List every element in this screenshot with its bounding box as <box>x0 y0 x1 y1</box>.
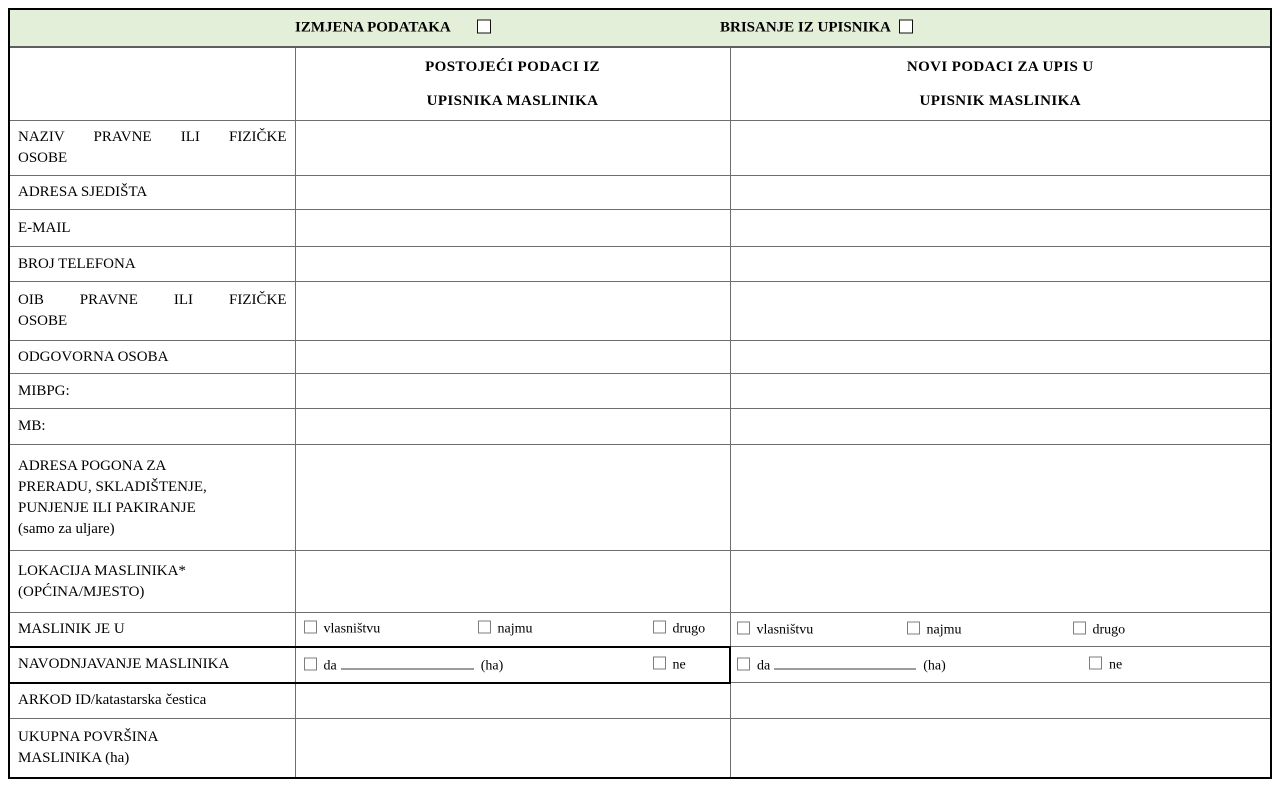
option-da: da (ha) <box>304 655 504 674</box>
brisanje-label: BRISANJE IZ UPISNIKA <box>720 19 891 36</box>
row-maslinik-je-u <box>10 613 1270 647</box>
adresa-sjedista-label: ADRESA SJEDIŠTA <box>10 176 295 210</box>
ha-value-input-line[interactable] <box>774 655 916 669</box>
option-ne: ne <box>653 656 686 673</box>
new-header-line2: UPISNIK MASLINIKA <box>919 93 1081 109</box>
row-odgovorna-osoba <box>10 341 1270 374</box>
izmjena-podataka-option <box>295 20 491 37</box>
form-mode-header-row <box>10 10 1270 47</box>
navodnjavanje-label: NAVODNJAVANJE MASLINIKA <box>10 647 295 683</box>
existing-mb-field[interactable] <box>295 409 730 445</box>
najmu-checkbox-icon[interactable] <box>907 621 920 634</box>
existing-odgovorna-osoba-field[interactable] <box>295 341 730 374</box>
row-oib <box>10 282 1270 341</box>
da-checkbox-icon[interactable] <box>304 657 317 670</box>
new-header-line1: NOVI PODACI ZA UPIS U <box>906 59 1094 75</box>
existing-mibpg-field[interactable] <box>295 374 730 409</box>
existing-navodnjavanje-options <box>295 647 730 683</box>
form-outer-border <box>8 8 1272 779</box>
row-broj-telefona <box>10 247 1270 282</box>
mb-label: MB: <box>10 409 295 445</box>
existing-email-field[interactable] <box>295 210 730 247</box>
adresa-pogona-label: ADRESA POGONA ZA PRERADU, SKLADIŠTENJE, PUNJENJE ILI PAKIRANJE (samo za uljare) <box>10 445 295 551</box>
row-adresa-sjedista <box>10 176 1270 210</box>
form-mode-header-cell <box>10 10 1270 47</box>
odgovorna-osoba-label: ODGOVORNA OSOBA <box>10 341 295 374</box>
column-header-new <box>730 47 1270 121</box>
existing-header-line2: UPISNIKA MASLINIKA <box>426 93 599 109</box>
option-da: da (ha) <box>737 655 946 674</box>
broj-telefona-label: BROJ TELEFONA <box>10 247 295 282</box>
option-vlasnistvu: vlasništvu <box>737 621 814 638</box>
option-najmu: najmu <box>478 621 533 638</box>
existing-adresa-sjedista-field[interactable] <box>295 176 730 210</box>
drugo-checkbox-icon[interactable] <box>1073 621 1086 634</box>
ha-value-input-line[interactable] <box>341 655 474 669</box>
row-navodnjavanje <box>10 647 1270 683</box>
existing-arkod-field[interactable] <box>295 683 730 719</box>
new-adresa-pogona-field[interactable] <box>730 445 1270 551</box>
olive-registry-form-table <box>10 10 1270 777</box>
row-ukupna-povrsina <box>10 719 1270 777</box>
existing-maslinik-je-u-options <box>295 613 730 647</box>
ukupna-povrsina-label: UKUPNA POVRŠINA MASLINIKA (ha) <box>10 719 295 777</box>
new-lokacija-field[interactable] <box>730 551 1270 613</box>
brisanje-checkbox-icon[interactable] <box>899 20 913 34</box>
existing-broj-telefona-field[interactable] <box>295 247 730 282</box>
brisanje-option <box>720 20 913 37</box>
naziv-label: NAZIV PRAVNE ILI FIZIČKE OSOBE <box>10 121 295 176</box>
ne-checkbox-icon[interactable] <box>653 656 666 669</box>
new-mibpg-field[interactable] <box>730 374 1270 409</box>
row-email <box>10 210 1270 247</box>
vlasnistvu-checkbox-icon[interactable] <box>737 621 750 634</box>
row-mb <box>10 409 1270 445</box>
new-mb-field[interactable] <box>730 409 1270 445</box>
row-mibpg <box>10 374 1270 409</box>
new-adresa-sjedista-field[interactable] <box>730 176 1270 210</box>
row-lokacija <box>10 551 1270 613</box>
new-arkod-field[interactable] <box>730 683 1270 719</box>
maslinik-je-u-label: MASLINIK JE U <box>10 613 295 647</box>
option-drugo: drugo <box>1073 621 1126 638</box>
email-label: E-MAIL <box>10 210 295 247</box>
da-checkbox-icon[interactable] <box>737 657 750 670</box>
new-navodnjavanje-options <box>730 647 1270 683</box>
option-vlasnistvu: vlasništvu <box>304 621 381 638</box>
new-odgovorna-osoba-field[interactable] <box>730 341 1270 374</box>
existing-oib-field[interactable] <box>295 282 730 341</box>
ne-checkbox-icon[interactable] <box>1089 656 1102 669</box>
new-broj-telefona-field[interactable] <box>730 247 1270 282</box>
new-email-field[interactable] <box>730 210 1270 247</box>
izmjena-podataka-label: IZMJENA PODATAKA <box>295 19 451 36</box>
drugo-checkbox-icon[interactable] <box>653 621 666 634</box>
option-ne: ne <box>1089 656 1122 673</box>
lokacija-label: LOKACIJA MASLINIKA* (OPĆINA/MJESTO) <box>10 551 295 613</box>
option-najmu: najmu <box>907 621 962 638</box>
column-header-row <box>10 47 1270 121</box>
existing-header-line1: POSTOJEĆI PODACI IZ <box>425 59 600 75</box>
row-arkod <box>10 683 1270 719</box>
new-naziv-field[interactable] <box>730 121 1270 176</box>
izmjena-checkbox-icon[interactable] <box>477 20 491 34</box>
row-adresa-pogona <box>10 445 1270 551</box>
new-ukupna-povrsina-field[interactable] <box>730 719 1270 777</box>
mibpg-label: MIBPG: <box>10 374 295 409</box>
new-oib-field[interactable] <box>730 282 1270 341</box>
najmu-checkbox-icon[interactable] <box>478 621 491 634</box>
column-header-empty-cell <box>10 47 295 121</box>
existing-adresa-pogona-field[interactable] <box>295 445 730 551</box>
existing-naziv-field[interactable] <box>295 121 730 176</box>
column-header-existing <box>295 47 730 121</box>
oib-label: OIB PRAVNE ILI FIZIČKE OSOBE <box>10 282 295 341</box>
arkod-label: ARKOD ID/katastarska čestica <box>10 683 295 719</box>
existing-ukupna-povrsina-field[interactable] <box>295 719 730 777</box>
row-naziv <box>10 121 1270 176</box>
option-drugo: drugo <box>653 621 706 638</box>
vlasnistvu-checkbox-icon[interactable] <box>304 621 317 634</box>
existing-lokacija-field[interactable] <box>295 551 730 613</box>
new-maslinik-je-u-options <box>730 613 1270 647</box>
